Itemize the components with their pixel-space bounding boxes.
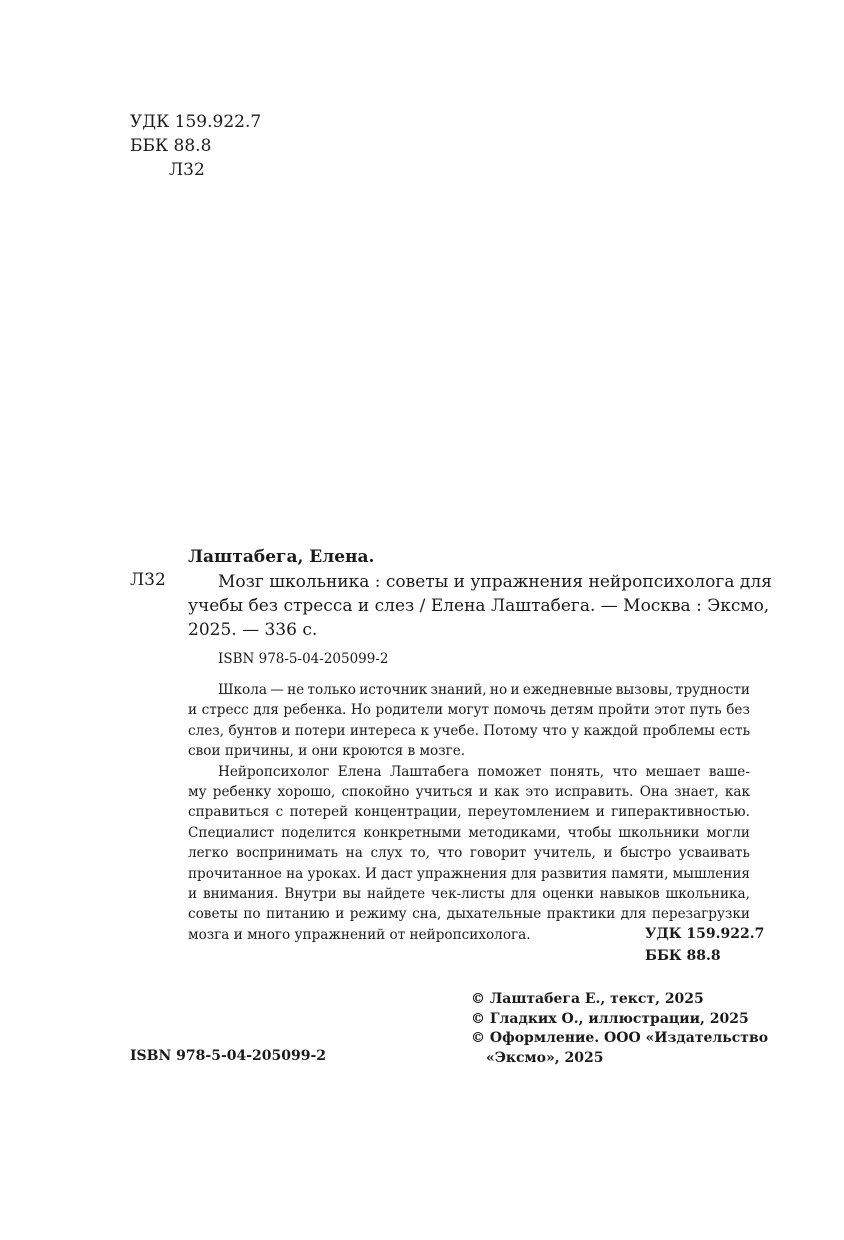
isbn-inline: ISBN 978-5-04-205099-2: [218, 651, 389, 667]
author-mark-side: Л32: [130, 570, 166, 590]
annotation-line: Нейропсихолог Елена Лаштабега поможет понять, что мешает ваше-: [218, 763, 750, 780]
annotation-line: му ребенку хорошо, спокойно учиться и как это исправить. Она знает, как: [188, 784, 750, 801]
annotation-line: легко воспринимать на слух то, что говорит учитель, и быстро усваивать: [188, 845, 750, 862]
annotation-line: и стресс для ребенка. Но родители могут помочь детям пройти этот путь без: [188, 702, 750, 719]
copyright-block: [471, 990, 768, 1068]
annotation-line: слез, бунтов и потери интереса к учебе. Потому что у каждой проблемы есть: [188, 722, 750, 739]
annotation-line: справиться с потерей концентрации, переутомлением и гиперактивностью.: [188, 804, 750, 821]
annotation-line: советы по питанию и режиму сна, дыхательные практики для перезагрузки: [188, 906, 750, 923]
udk-code-right: УДК 159.922.7: [645, 926, 765, 942]
annotation-line: Школа — не только источник знаний, но и ежедневные вызовы, трудности: [218, 682, 750, 698]
copyright-line: © Лаштабега Е., текст, 2025: [471, 991, 704, 1007]
bib-line: учебы без стресса и слез / Елена Лаштабега. — Москва : Эксмо,: [188, 596, 770, 616]
author-mark-top: Л32: [169, 160, 205, 180]
copyright-line: © Оформление. ООО «Издательство: [471, 1030, 769, 1046]
annotation-line: и внимания. Внутри вы найдете чек-листы для оценки навыков школьника,: [188, 886, 750, 903]
annotation-line: прочитанное на уроках. И даст упражнения для развития памяти, мышления: [188, 865, 750, 882]
udk-code-top: УДК 159.922.7: [130, 112, 262, 132]
copyright-line: «Эксмо», 2025: [486, 1049, 604, 1066]
copyright-line: © Гладких О., иллюстрации, 2025: [471, 1010, 749, 1027]
bib-line: Мозг школьника : советы и упражнения нейропсихолога для: [218, 572, 772, 592]
bbk-code-right: ББК 88.8: [645, 948, 721, 964]
annotation: [188, 680, 750, 945]
bbk-code-top: ББК 88.8: [130, 136, 212, 156]
bib-line: 2025. — 336 с.: [188, 620, 318, 640]
annotation-line: Специалист поделится конкретными методиками, чтобы школьники могли: [188, 824, 750, 841]
annotation-line: мозга и много упражнений от нейропсихолога.: [188, 926, 531, 943]
annotation-line: свои причины, и они кроются в мозге.: [188, 743, 466, 760]
codes-right: [645, 923, 764, 967]
author-heading: Лаштабега, Елена.: [188, 547, 375, 567]
bibliographic-description: [188, 570, 772, 642]
isbn-bottom: ISBN 978-5-04-205099-2: [130, 1048, 327, 1064]
